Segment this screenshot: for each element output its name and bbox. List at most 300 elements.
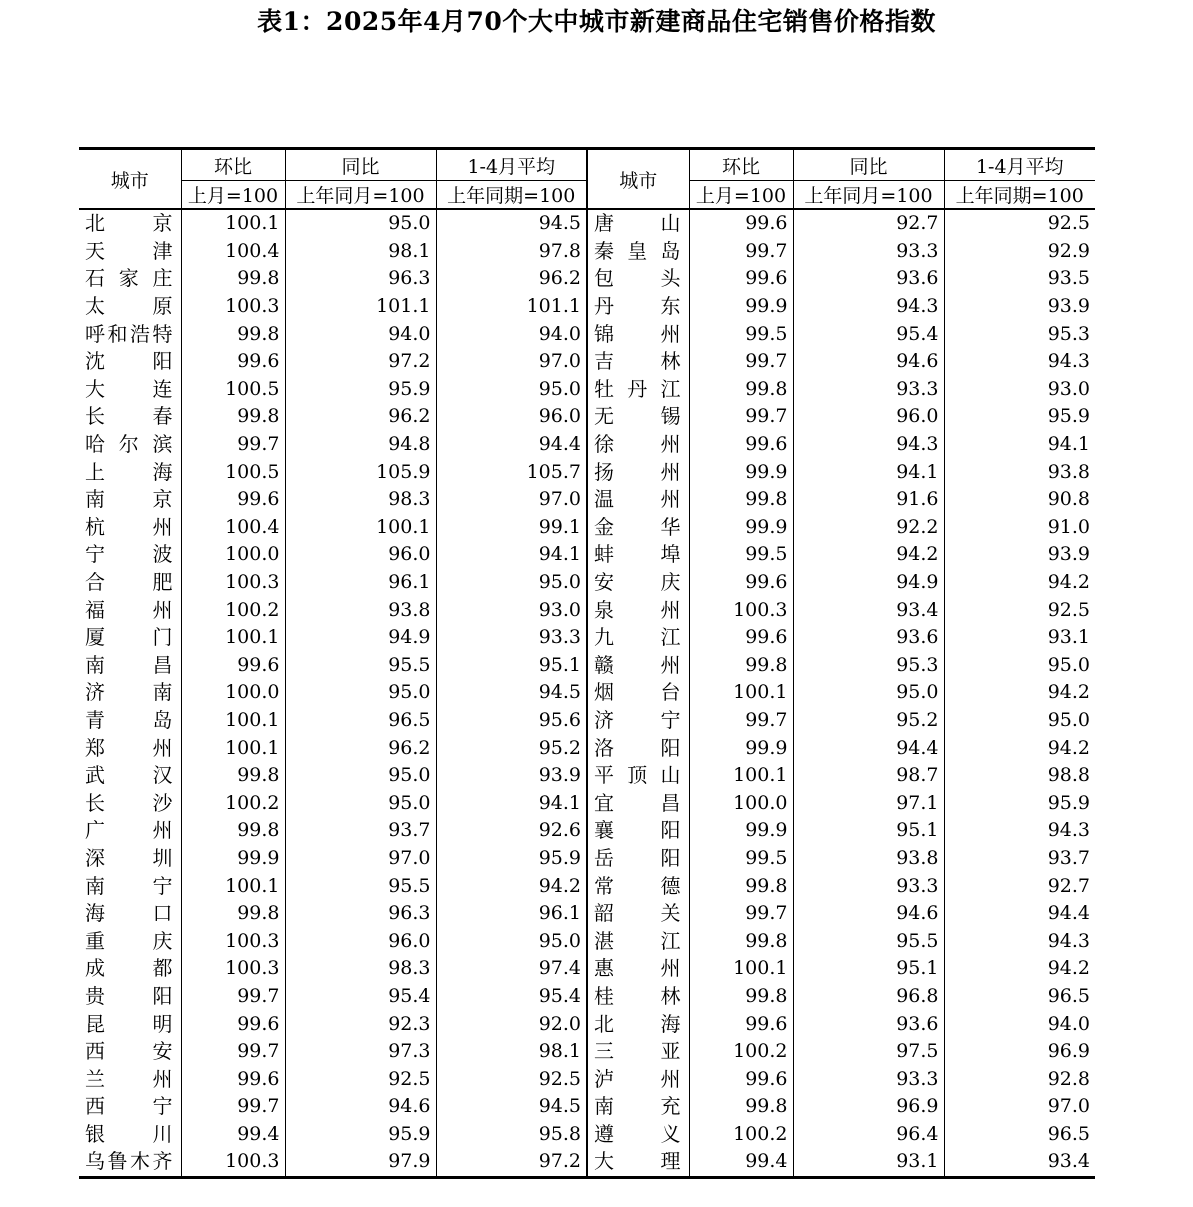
table-row	[79, 238, 1095, 266]
cell-mom-left: 100.4	[181, 514, 285, 542]
table-row	[79, 348, 1095, 376]
table-row	[79, 431, 1095, 459]
price-index-table	[79, 147, 1095, 1179]
cell-city-right: 温 州	[587, 486, 689, 514]
cell-avg-left: 101.1	[436, 293, 587, 321]
table-row	[79, 624, 1095, 652]
cell-city-right: 洛 阳	[587, 734, 689, 762]
cell-avg-left: 97.0	[436, 486, 587, 514]
cell-city-left: 郑 州	[85, 735, 173, 760]
cell-avg-left: 98.1	[436, 1038, 587, 1066]
table-row	[79, 1010, 1095, 1038]
cell-yoy-left: 95.0	[285, 679, 436, 707]
cell-city-right: 常 德	[587, 872, 689, 900]
table-row	[79, 569, 1095, 597]
cell-mom-left: 100.4	[181, 238, 285, 266]
cell-mom-left: 99.6	[181, 486, 285, 514]
cell-avg-left: 105.7	[436, 458, 587, 486]
cell-mom-left: 100.1	[181, 707, 285, 735]
cell-avg-right: 94.4	[944, 900, 1095, 928]
cell-mom-right: 99.4	[689, 1148, 793, 1177]
cell-city-right: 南 充	[587, 1093, 689, 1121]
cell-city-left: 武 汉	[85, 763, 173, 788]
cell-mom-right: 99.8	[689, 376, 793, 404]
cell-city-left: 沈 阳	[85, 349, 173, 374]
cell-yoy-right: 93.3	[793, 1065, 944, 1093]
cell-yoy-right: 93.6	[793, 624, 944, 652]
table-row	[79, 596, 1095, 624]
cell-city-left: 合 肥	[85, 570, 173, 595]
cell-mom-right: 100.0	[689, 789, 793, 817]
cell-yoy-left: 96.5	[285, 707, 436, 735]
cell-city-right: 牡丹江	[587, 376, 689, 404]
cell-avg-left: 95.6	[436, 707, 587, 735]
cell-city-left: 乌鲁木齐	[79, 1148, 181, 1177]
cell-yoy-left: 96.2	[285, 403, 436, 431]
cell-avg-left: 94.4	[436, 431, 587, 459]
cell-avg-right: 92.8	[944, 1065, 1095, 1093]
cell-avg-left: 95.0	[436, 376, 587, 404]
cell-avg-right: 95.0	[944, 707, 1095, 735]
cell-city-right: 金 华	[587, 514, 689, 542]
cell-city-right: 韶 关	[587, 900, 689, 928]
table-row	[79, 514, 1095, 542]
cell-avg-left: 93.0	[436, 596, 587, 624]
table-row	[79, 927, 1095, 955]
cell-yoy-left: 96.0	[285, 541, 436, 569]
table-row	[79, 265, 1095, 293]
cell-mom-left: 100.5	[181, 376, 285, 404]
table-body	[79, 209, 1095, 1177]
cell-avg-right: 96.5	[944, 1121, 1095, 1149]
header-mom-base-right: 上月=100	[689, 181, 793, 210]
cell-mom-left: 100.1	[181, 209, 285, 238]
header-mom-right: 环比	[689, 149, 793, 181]
cell-city-right: 平顶山	[587, 762, 689, 790]
cell-yoy-left: 94.0	[285, 320, 436, 348]
cell-city-right: 烟 台	[587, 679, 689, 707]
cell-city-left: 呼和浩特	[85, 321, 173, 346]
cell-avg-right: 92.7	[944, 872, 1095, 900]
cell-city-left: 深 圳	[85, 845, 173, 870]
cell-mom-right: 99.6	[689, 624, 793, 652]
cell-city-right: 秦皇岛	[587, 238, 689, 266]
cell-city-left: 南 昌	[85, 652, 173, 677]
table-row	[79, 1065, 1095, 1093]
cell-mom-left: 99.6	[181, 1065, 285, 1093]
cell-yoy-right: 93.3	[793, 238, 944, 266]
table-row	[79, 1093, 1095, 1121]
cell-yoy-left: 94.6	[285, 1093, 436, 1121]
cell-avg-left: 99.1	[436, 514, 587, 542]
cell-yoy-left: 94.8	[285, 431, 436, 459]
cell-yoy-left: 97.0	[285, 845, 436, 873]
cell-mom-right: 99.5	[689, 541, 793, 569]
cell-city-right: 赣 州	[587, 652, 689, 680]
cell-yoy-left: 101.1	[285, 293, 436, 321]
cell-yoy-left: 97.2	[285, 348, 436, 376]
cell-city-right: 扬 州	[587, 458, 689, 486]
cell-city-left: 成 都	[85, 956, 173, 981]
table-row	[79, 209, 1095, 238]
cell-avg-left: 95.0	[436, 927, 587, 955]
cell-city-left: 广 州	[85, 818, 173, 843]
cell-mom-right: 99.6	[689, 431, 793, 459]
cell-yoy-left: 92.5	[285, 1065, 436, 1093]
cell-city-right: 唐 山	[587, 209, 689, 238]
table-row	[79, 872, 1095, 900]
cell-yoy-left: 95.0	[285, 209, 436, 238]
cell-city-right: 惠 州	[587, 955, 689, 983]
cell-city-left: 南 京	[85, 487, 173, 512]
table-row	[79, 652, 1095, 680]
cell-avg-right: 91.0	[944, 514, 1095, 542]
cell-yoy-left: 95.5	[285, 872, 436, 900]
cell-avg-right: 92.5	[944, 209, 1095, 238]
cell-yoy-right: 92.7	[793, 209, 944, 238]
cell-city-right: 吉 林	[587, 348, 689, 376]
cell-yoy-left: 97.3	[285, 1038, 436, 1066]
cell-avg-left: 93.3	[436, 624, 587, 652]
cell-yoy-right: 93.3	[793, 872, 944, 900]
cell-mom-left: 100.3	[181, 927, 285, 955]
cell-yoy-right: 94.3	[793, 293, 944, 321]
cell-avg-left: 93.9	[436, 762, 587, 790]
cell-mom-right: 99.8	[689, 486, 793, 514]
table-row	[79, 1121, 1095, 1149]
cell-avg-left: 94.5	[436, 679, 587, 707]
cell-mom-left: 99.4	[181, 1121, 285, 1149]
cell-avg-right: 98.8	[944, 762, 1095, 790]
cell-city-left: 天 津	[85, 238, 173, 263]
cell-avg-right: 94.2	[944, 955, 1095, 983]
cell-yoy-right: 94.6	[793, 348, 944, 376]
cell-avg-left: 92.0	[436, 1010, 587, 1038]
cell-avg-right: 94.1	[944, 431, 1095, 459]
header-avg-base-left: 上年同期=100	[436, 181, 587, 210]
cell-mom-right: 99.6	[689, 209, 793, 238]
cell-avg-right: 93.7	[944, 845, 1095, 873]
page-title: 表1：2025年4月70个大中城市新建商品住宅销售价格指数	[257, 7, 936, 36]
cell-city-left: 银 川	[85, 1121, 173, 1146]
cell-mom-left: 99.8	[181, 265, 285, 293]
cell-city-left: 大 连	[85, 376, 173, 401]
cell-avg-left: 94.2	[436, 872, 587, 900]
cell-mom-right: 99.5	[689, 320, 793, 348]
cell-yoy-left: 95.9	[285, 376, 436, 404]
cell-mom-left: 100.3	[181, 955, 285, 983]
cell-mom-right: 99.9	[689, 293, 793, 321]
table-row	[79, 1148, 1095, 1177]
cell-avg-left: 95.2	[436, 734, 587, 762]
cell-yoy-left: 95.0	[285, 762, 436, 790]
cell-yoy-left: 96.3	[285, 900, 436, 928]
cell-mom-right: 99.7	[689, 403, 793, 431]
cell-avg-left: 97.0	[436, 348, 587, 376]
header-mom-base-left: 上月=100	[181, 181, 285, 210]
cell-mom-left: 99.8	[181, 762, 285, 790]
cell-mom-right: 99.8	[689, 1093, 793, 1121]
cell-mom-left: 99.6	[181, 348, 285, 376]
cell-mom-left: 100.5	[181, 458, 285, 486]
cell-yoy-left: 96.3	[285, 265, 436, 293]
table-row	[79, 845, 1095, 873]
cell-mom-right: 99.8	[689, 652, 793, 680]
cell-city-right: 蚌 埠	[587, 541, 689, 569]
cell-city-left: 杭 州	[85, 514, 173, 539]
cell-yoy-right: 95.3	[793, 652, 944, 680]
cell-city-right: 大 理	[587, 1148, 689, 1177]
cell-avg-right: 93.9	[944, 293, 1095, 321]
cell-yoy-right: 94.2	[793, 541, 944, 569]
cell-avg-right: 93.1	[944, 624, 1095, 652]
header-city-right: 城市	[587, 149, 689, 210]
cell-mom-left: 99.8	[181, 817, 285, 845]
cell-mom-right: 99.6	[689, 1065, 793, 1093]
header-mom-left: 环比	[181, 149, 285, 181]
cell-yoy-right: 96.9	[793, 1093, 944, 1121]
table-row	[79, 403, 1095, 431]
cell-city-right: 桂 林	[587, 983, 689, 1011]
cell-avg-left: 94.5	[436, 209, 587, 238]
cell-avg-right: 93.8	[944, 458, 1095, 486]
cell-mom-right: 99.8	[689, 872, 793, 900]
cell-mom-right: 99.6	[689, 569, 793, 597]
table-row	[79, 541, 1095, 569]
table-row	[79, 707, 1095, 735]
cell-yoy-left: 96.1	[285, 569, 436, 597]
cell-avg-left: 95.0	[436, 569, 587, 597]
cell-avg-left: 95.1	[436, 652, 587, 680]
table-row	[79, 734, 1095, 762]
cell-yoy-right: 94.3	[793, 431, 944, 459]
cell-avg-right: 92.9	[944, 238, 1095, 266]
cell-city-right: 三 亚	[587, 1038, 689, 1066]
cell-yoy-right: 96.0	[793, 403, 944, 431]
cell-avg-right: 94.3	[944, 348, 1095, 376]
cell-mom-right: 100.3	[689, 596, 793, 624]
cell-city-right: 包 头	[587, 265, 689, 293]
table-row	[79, 376, 1095, 404]
cell-avg-left: 96.0	[436, 403, 587, 431]
cell-mom-left: 99.6	[181, 652, 285, 680]
cell-mom-right: 99.7	[689, 238, 793, 266]
cell-mom-left: 100.3	[181, 293, 285, 321]
cell-avg-right: 93.9	[944, 541, 1095, 569]
cell-yoy-right: 93.3	[793, 376, 944, 404]
cell-avg-left: 95.9	[436, 845, 587, 873]
header-avg-right: 1-4月平均	[944, 149, 1095, 181]
header-avg-left: 1-4月平均	[436, 149, 587, 181]
cell-yoy-left: 93.8	[285, 596, 436, 624]
cell-mom-left: 100.2	[181, 596, 285, 624]
cell-city-left: 长 沙	[85, 790, 173, 815]
cell-mom-right: 100.2	[689, 1121, 793, 1149]
cell-avg-right: 95.9	[944, 789, 1095, 817]
cell-yoy-right: 96.8	[793, 983, 944, 1011]
table-row	[79, 320, 1095, 348]
cell-mom-right: 99.5	[689, 845, 793, 873]
cell-mom-right: 99.7	[689, 900, 793, 928]
cell-city-left: 贵 阳	[85, 983, 173, 1008]
cell-avg-left: 96.2	[436, 265, 587, 293]
cell-yoy-right: 95.1	[793, 955, 944, 983]
cell-mom-right: 99.9	[689, 514, 793, 542]
cell-city-left: 重 庆	[85, 928, 173, 953]
cell-yoy-left: 98.1	[285, 238, 436, 266]
cell-avg-left: 97.4	[436, 955, 587, 983]
cell-mom-left: 99.6	[181, 1010, 285, 1038]
cell-mom-right: 99.9	[689, 458, 793, 486]
cell-mom-right: 99.8	[689, 983, 793, 1011]
cell-avg-right: 97.0	[944, 1093, 1095, 1121]
table-row	[79, 955, 1095, 983]
cell-city-left: 长 春	[85, 404, 173, 429]
table-row	[79, 679, 1095, 707]
cell-yoy-right: 95.2	[793, 707, 944, 735]
cell-city-right: 湛 江	[587, 927, 689, 955]
cell-city-left: 太 原	[85, 294, 173, 319]
cell-city-left: 西 安	[85, 1039, 173, 1064]
cell-yoy-right: 93.6	[793, 265, 944, 293]
cell-avg-right: 92.5	[944, 596, 1095, 624]
cell-mom-left: 99.9	[181, 845, 285, 873]
cell-avg-right: 96.5	[944, 983, 1095, 1011]
cell-yoy-right: 94.1	[793, 458, 944, 486]
cell-city-right: 九 江	[587, 624, 689, 652]
cell-yoy-left: 93.7	[285, 817, 436, 845]
cell-avg-left: 97.2	[436, 1148, 587, 1177]
cell-mom-left: 100.3	[181, 1148, 285, 1177]
table-row	[79, 293, 1095, 321]
cell-mom-right: 99.8	[689, 927, 793, 955]
cell-yoy-right: 95.5	[793, 927, 944, 955]
table-row	[79, 762, 1095, 790]
cell-avg-left: 97.8	[436, 238, 587, 266]
cell-avg-right: 94.2	[944, 569, 1095, 597]
cell-city-left: 上 海	[85, 459, 173, 484]
cell-mom-left: 99.7	[181, 1038, 285, 1066]
cell-city-right: 安 庆	[587, 569, 689, 597]
cell-yoy-left: 96.0	[285, 927, 436, 955]
cell-city-left: 哈尔滨	[85, 432, 173, 457]
cell-city-right: 徐 州	[587, 431, 689, 459]
cell-city-left: 西 宁	[85, 1094, 173, 1119]
cell-avg-right: 95.3	[944, 320, 1095, 348]
cell-city-left: 宁 波	[85, 542, 173, 567]
cell-mom-left: 99.8	[181, 900, 285, 928]
cell-yoy-right: 93.8	[793, 845, 944, 873]
cell-yoy-right: 94.4	[793, 734, 944, 762]
cell-yoy-right: 95.4	[793, 320, 944, 348]
cell-mom-left: 99.8	[181, 320, 285, 348]
cell-mom-left: 100.0	[181, 541, 285, 569]
cell-avg-left: 94.0	[436, 320, 587, 348]
cell-mom-right: 99.6	[689, 1010, 793, 1038]
cell-yoy-right: 97.5	[793, 1038, 944, 1066]
cell-mom-right: 99.9	[689, 817, 793, 845]
cell-avg-left: 94.1	[436, 789, 587, 817]
cell-mom-right: 99.7	[689, 348, 793, 376]
cell-mom-right: 100.2	[689, 1038, 793, 1066]
cell-avg-right: 94.3	[944, 927, 1095, 955]
cell-avg-right: 93.0	[944, 376, 1095, 404]
cell-mom-left: 100.3	[181, 569, 285, 597]
cell-yoy-left: 105.9	[285, 458, 436, 486]
cell-city-right: 锦 州	[587, 320, 689, 348]
cell-yoy-left: 95.9	[285, 1121, 436, 1149]
table-row	[79, 486, 1095, 514]
cell-city-left: 兰 州	[85, 1066, 173, 1091]
cell-city-right: 泉 州	[587, 596, 689, 624]
header-yoy-left: 同比	[285, 149, 436, 181]
cell-avg-right: 93.4	[944, 1148, 1095, 1177]
cell-yoy-right: 94.9	[793, 569, 944, 597]
cell-city-left: 济 南	[85, 680, 173, 705]
cell-city-right: 岳 阳	[587, 845, 689, 873]
cell-avg-right: 94.2	[944, 679, 1095, 707]
cell-mom-left: 99.7	[181, 983, 285, 1011]
cell-avg-left: 94.1	[436, 541, 587, 569]
cell-city-right: 泸 州	[587, 1065, 689, 1093]
cell-city-right: 丹 东	[587, 293, 689, 321]
header-city-left: 城市	[79, 149, 181, 210]
table-header	[79, 149, 1095, 210]
cell-mom-left: 100.1	[181, 734, 285, 762]
cell-yoy-left: 100.1	[285, 514, 436, 542]
cell-city-left: 海 口	[85, 901, 173, 926]
cell-avg-left: 95.4	[436, 983, 587, 1011]
cell-avg-right: 96.9	[944, 1038, 1095, 1066]
header-yoy-base-left: 上年同月=100	[285, 181, 436, 210]
cell-yoy-left: 98.3	[285, 955, 436, 983]
cell-avg-right: 90.8	[944, 486, 1095, 514]
cell-yoy-right: 96.4	[793, 1121, 944, 1149]
cell-mom-left: 100.0	[181, 679, 285, 707]
cell-city-left: 昆 明	[85, 1011, 173, 1036]
cell-city-left: 北 京	[85, 211, 173, 236]
cell-mom-right: 100.1	[689, 955, 793, 983]
header-avg-base-right: 上年同期=100	[944, 181, 1095, 210]
table-row	[79, 458, 1095, 486]
cell-avg-right: 95.9	[944, 403, 1095, 431]
cell-mom-left: 99.8	[181, 403, 285, 431]
table-row	[79, 817, 1095, 845]
cell-city-right: 宜 昌	[587, 789, 689, 817]
cell-city-left: 石家庄	[85, 266, 173, 291]
cell-mom-right: 99.9	[689, 734, 793, 762]
cell-mom-left: 99.7	[181, 431, 285, 459]
cell-city-left: 厦 门	[85, 625, 173, 650]
cell-yoy-right: 92.2	[793, 514, 944, 542]
cell-mom-right: 100.1	[689, 762, 793, 790]
header-yoy-right: 同比	[793, 149, 944, 181]
cell-mom-left: 99.7	[181, 1093, 285, 1121]
cell-city-right: 无 锡	[587, 403, 689, 431]
cell-city-right: 济 宁	[587, 707, 689, 735]
cell-yoy-right: 95.1	[793, 817, 944, 845]
cell-yoy-right: 97.1	[793, 789, 944, 817]
header-yoy-base-right: 上年同月=100	[793, 181, 944, 210]
cell-mom-right: 99.6	[689, 265, 793, 293]
cell-yoy-left: 98.3	[285, 486, 436, 514]
cell-city-left: 福 州	[85, 597, 173, 622]
cell-yoy-left: 95.4	[285, 983, 436, 1011]
cell-yoy-right: 98.7	[793, 762, 944, 790]
cell-avg-right: 94.0	[944, 1010, 1095, 1038]
cell-avg-left: 95.8	[436, 1121, 587, 1149]
cell-yoy-left: 97.9	[285, 1148, 436, 1177]
